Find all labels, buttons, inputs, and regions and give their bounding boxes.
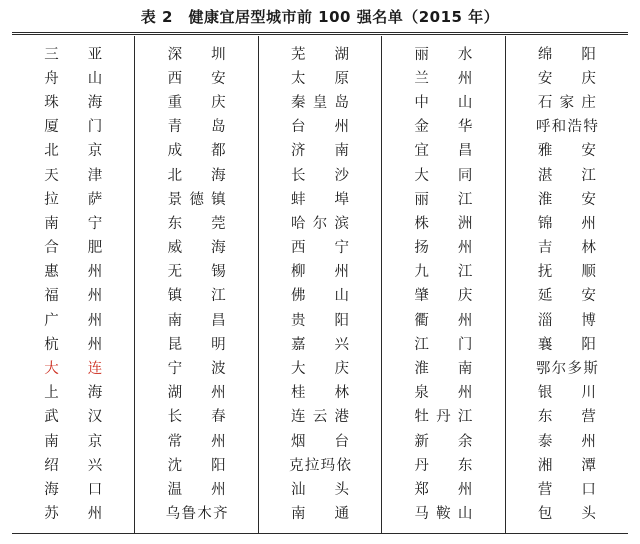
city-name: 景德镇 [167,191,226,208]
table-cell [506,380,628,404]
city-name: 牡丹江 [414,409,473,426]
city-name: 兰州 [414,70,473,87]
table-cell [382,476,504,500]
table-cell [506,331,628,355]
table-cell [259,210,381,234]
table-cell [382,210,504,234]
city-name: 吉林 [537,240,596,257]
city-name: 台州 [291,119,350,136]
table-cell [135,210,257,234]
table-cell [135,138,257,162]
table-cell [135,283,257,307]
table-cell [382,89,504,113]
table-cell [259,114,381,138]
table-cell [506,452,628,476]
table-cell [382,380,504,404]
city-name: 无锡 [167,264,226,281]
table-cell [259,452,381,476]
table-cell [382,428,504,452]
city-name: 成都 [167,143,226,160]
table-cell [259,307,381,331]
city-name: 威海 [167,240,226,257]
city-name: 大同 [414,167,473,184]
table-cell [12,404,134,428]
city-name: 南昌 [167,312,226,329]
table-cell [135,452,257,476]
city-name: 银川 [537,385,596,402]
city-name: 济南 [291,143,350,160]
city-name: 柳州 [291,264,350,281]
city-name: 昆明 [167,336,226,353]
city-name: 芜湖 [291,46,350,63]
city-name: 马鞍山 [414,506,473,523]
city-name: 佛山 [291,288,350,305]
table-cell [135,186,257,210]
table-column-5 [505,36,628,533]
table-cell [506,65,628,89]
city-name: 西宁 [291,240,350,257]
table-cell [12,307,134,331]
city-name: 九江 [414,264,473,281]
table-cell [12,210,134,234]
table-cell [135,355,257,379]
table-cell [12,355,134,379]
table-cell [259,283,381,307]
city-name: 锦州 [537,215,596,232]
city-name: 绍兴 [44,457,103,474]
table-title: 表 2 健康宜居型城市前 100 强名单（2015 年） [140,8,500,26]
city-name: 温州 [167,481,226,498]
table-cell [506,283,628,307]
table-cell [506,476,628,500]
city-name: 北海 [167,167,226,184]
table-cell [259,259,381,283]
table-cell [382,452,504,476]
table-cell [135,259,257,283]
city-name: 扬州 [414,240,473,257]
table-cell [259,404,381,428]
table-cell [135,162,257,186]
city-name: 青岛 [167,119,226,136]
city-name: 呼和浩特 [535,119,598,136]
table-cell [382,114,504,138]
city-name: 泰州 [537,433,596,450]
city-name: 肇庆 [414,288,473,305]
table-cell [12,428,134,452]
table-cell [135,380,257,404]
city-name: 长春 [167,409,226,426]
table-cell [382,283,504,307]
table-cell [506,355,628,379]
table-cell [506,89,628,113]
table-cell [12,380,134,404]
table-cell [506,259,628,283]
table-cell [12,235,134,259]
table-cell [12,283,134,307]
city-name: 东营 [537,409,596,426]
city-name: 衢州 [414,312,473,329]
table-cell [382,404,504,428]
table-cell [135,476,257,500]
table-cell [135,404,257,428]
table-cell [382,307,504,331]
city-name: 中山 [414,94,473,111]
city-name: 南宁 [44,215,103,232]
city-name: 绵阳 [537,46,596,63]
table-cell [12,65,134,89]
city-name: 营口 [537,481,596,498]
top-rule [12,32,628,33]
city-name: 合肥 [44,240,103,257]
table-cell [135,65,257,89]
city-name: 太原 [291,70,350,87]
table-cell [135,114,257,138]
city-name: 郑州 [414,481,473,498]
table-cell [259,331,381,355]
table-cell [382,235,504,259]
table-cell [382,138,504,162]
top-rule-double [12,34,628,35]
city-name: 珠海 [44,94,103,111]
city-name: 长沙 [291,167,350,184]
city-name: 舟山 [44,70,103,87]
city-name: 天津 [44,167,103,184]
table-cell [259,476,381,500]
city-name: 上海 [44,385,103,402]
city-name: 丹东 [414,457,473,474]
city-name: 宁波 [167,361,226,378]
table-column-1 [12,36,134,533]
city-name: 东莞 [167,215,226,232]
table-cell [506,235,628,259]
table-cell [12,476,134,500]
city-name: 抚顺 [537,264,596,281]
table-cell [135,89,257,113]
city-name: 北京 [44,143,103,160]
table-cell [12,259,134,283]
city-name: 克拉玛依 [289,457,352,474]
table-cell [506,210,628,234]
city-name: 深圳 [167,46,226,63]
city-name: 秦皇岛 [291,94,350,111]
city-name: 三亚 [44,46,103,63]
table-column-4 [381,36,504,533]
city-name: 重庆 [167,94,226,111]
table-cell [259,162,381,186]
table-cell [259,89,381,113]
table-cell [12,501,134,525]
table-column-3 [258,36,381,533]
table-cell [382,501,504,525]
city-name: 惠州 [44,264,103,281]
table-cell [382,41,504,65]
city-table [12,36,628,533]
city-name: 湘潭 [537,457,596,474]
city-name: 镇江 [167,288,226,305]
city-name: 新余 [414,433,473,450]
table-cell [12,186,134,210]
city-name: 襄阳 [537,336,596,353]
table-cell [382,186,504,210]
table-cell [506,186,628,210]
city-name: 淮南 [414,361,473,378]
table-cell [382,259,504,283]
table-cell [135,501,257,525]
city-name: 丽水 [414,46,473,63]
table-cell [506,138,628,162]
table-cell [382,331,504,355]
table-cell [382,355,504,379]
table-cell [12,89,134,113]
city-name: 株洲 [414,215,473,232]
table-cell [12,331,134,355]
city-name: 哈尔滨 [291,215,350,232]
city-name: 湛江 [537,167,596,184]
table-cell [506,114,628,138]
city-name: 大庆 [291,361,350,378]
table-cell [506,404,628,428]
city-name: 贵阳 [291,312,350,329]
table-cell [12,114,134,138]
city-name: 嘉兴 [291,336,350,353]
table-cell [382,162,504,186]
table-cell [259,501,381,525]
city-name: 苏州 [44,506,103,523]
table-cell [259,65,381,89]
city-name: 淮安 [537,191,596,208]
table-cell [135,307,257,331]
city-name: 拉萨 [44,191,103,208]
table-cell [382,65,504,89]
city-name: 乌鲁木齐 [165,506,228,523]
city-name: 大连 [44,361,103,378]
table-cell [259,186,381,210]
table-cell [259,235,381,259]
table-cell [506,307,628,331]
table-cell [135,331,257,355]
table-cell [12,41,134,65]
city-name: 武汉 [44,409,103,426]
city-name: 石家庄 [537,94,596,111]
table-cell [506,162,628,186]
city-name: 厦门 [44,119,103,136]
city-name: 沈阳 [167,457,226,474]
city-name: 丽江 [414,191,473,208]
table-cell [12,162,134,186]
city-name: 广州 [44,312,103,329]
city-name: 安庆 [537,70,596,87]
city-name: 海口 [44,481,103,498]
city-name: 南通 [291,506,350,523]
city-name: 连云港 [291,409,350,426]
city-name: 西安 [167,70,226,87]
city-name: 包头 [537,506,596,523]
city-name: 雅安 [537,143,596,160]
table-cell [12,452,134,476]
table-cell [506,41,628,65]
city-name: 淄博 [537,312,596,329]
city-name: 泉州 [414,385,473,402]
table-cell [259,138,381,162]
city-name: 江门 [414,336,473,353]
city-name: 延安 [537,288,596,305]
table-column-2 [134,36,257,533]
city-name: 烟台 [291,433,350,450]
city-name: 汕头 [291,481,350,498]
city-name: 桂林 [291,385,350,402]
table-cell [259,41,381,65]
city-name: 宜昌 [414,143,473,160]
table-cell [12,138,134,162]
table-cell [506,428,628,452]
table-cell [259,428,381,452]
table-cell [135,41,257,65]
bottom-rule [12,533,628,534]
city-name: 湖州 [167,385,226,402]
table-cell [135,428,257,452]
city-name: 福州 [44,288,103,305]
city-name: 金华 [414,119,473,136]
city-name: 鄂尔多斯 [535,361,598,378]
table-cell [135,235,257,259]
city-name: 杭州 [44,336,103,353]
city-name: 蚌埠 [291,191,350,208]
city-name: 南京 [44,433,103,450]
table-cell [506,501,628,525]
table-cell [259,355,381,379]
city-name: 常州 [167,433,226,450]
table-cell [259,380,381,404]
